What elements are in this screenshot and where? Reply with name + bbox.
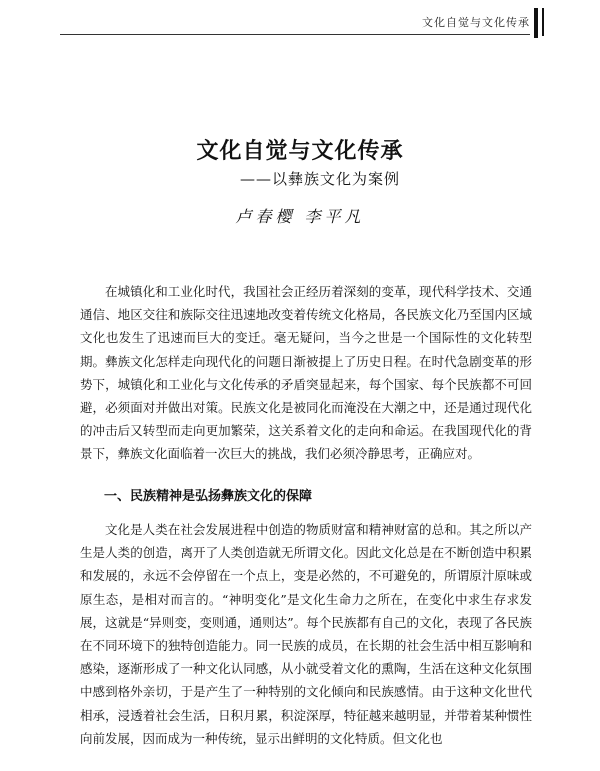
intro-paragraph: 在城镇化和工业化时代，我国社会正经历着深刻的变革，现代科学技术、交通通信、地区交往和族际交往迅速地改变着传统文化格局，各民族文化乃至国内区域文化也发生了迅速而巨大的变迁。毫无疑问，当今之世是一个国际性的文化转型期。彝族文化怎样走向现代化的问题日渐被提上了历史日程。在时代急剧变革的形势下，城镇化和工业化与文化传承的矛盾突显起来，每个国家、每个民族都不可回避，必须面对并做出对策。民族文化是被同化而淹没在大潮之中，还是通过现代化的冲击后又转型而走向更加繁荣，这关系着文化的走向和命运。在我国现代化的背景下，彝族文化面临着一次巨大的挑战，我们必须冷静思考，正确应对。 (80, 284, 532, 462)
header-bar-thick (534, 8, 538, 38)
header-rule (60, 34, 530, 35)
running-head: 文化自觉与文化传承 (422, 16, 530, 29)
header-bar-thin (542, 8, 544, 36)
article-authors: 卢春樱 李平凡 (235, 207, 365, 226)
body-paragraph: 文化是人类在社会发展进程中创造的物质财富和精神财富的总和。其之所以产生是人类的创造，离开了人类创造就无所谓文化。因此文化总是在不断创造中积累和发展的，永远不会停留在一个点上，变是必然的，不可避免的，所谓原汁原味或原生态，是相对而言的。“神明变化”是文化生命力之所在，在变化中求生存求发展，这就是“异则变，变则通，通则达”。每个民族都有自己的文化，表现了各民族在不同环境下的独特创造能力。同一民族的成员，在长期的社会生活中相互影响和感染，逐渐形成了一种文化认同感，从小就受着文化的熏陶，生活在这种文化氛围中感到格外亲切，于是产生了一种特别的文化倾向和民族感情。由于这种文化世代相承，浸透着社会生活，日积月累，积淀深厚，特征越来越明显，并带着某种惯性向前发展，因而成为一种传统，显示出鲜明的文化特质。但文化也 (80, 522, 532, 746)
article-title: 文化自觉与文化传承 (196, 138, 404, 164)
article-subtitle: ——以彝族文化为案例 (239, 170, 400, 188)
section-heading: 一、民族精神是弘扬彝族文化的保障 (104, 489, 313, 504)
